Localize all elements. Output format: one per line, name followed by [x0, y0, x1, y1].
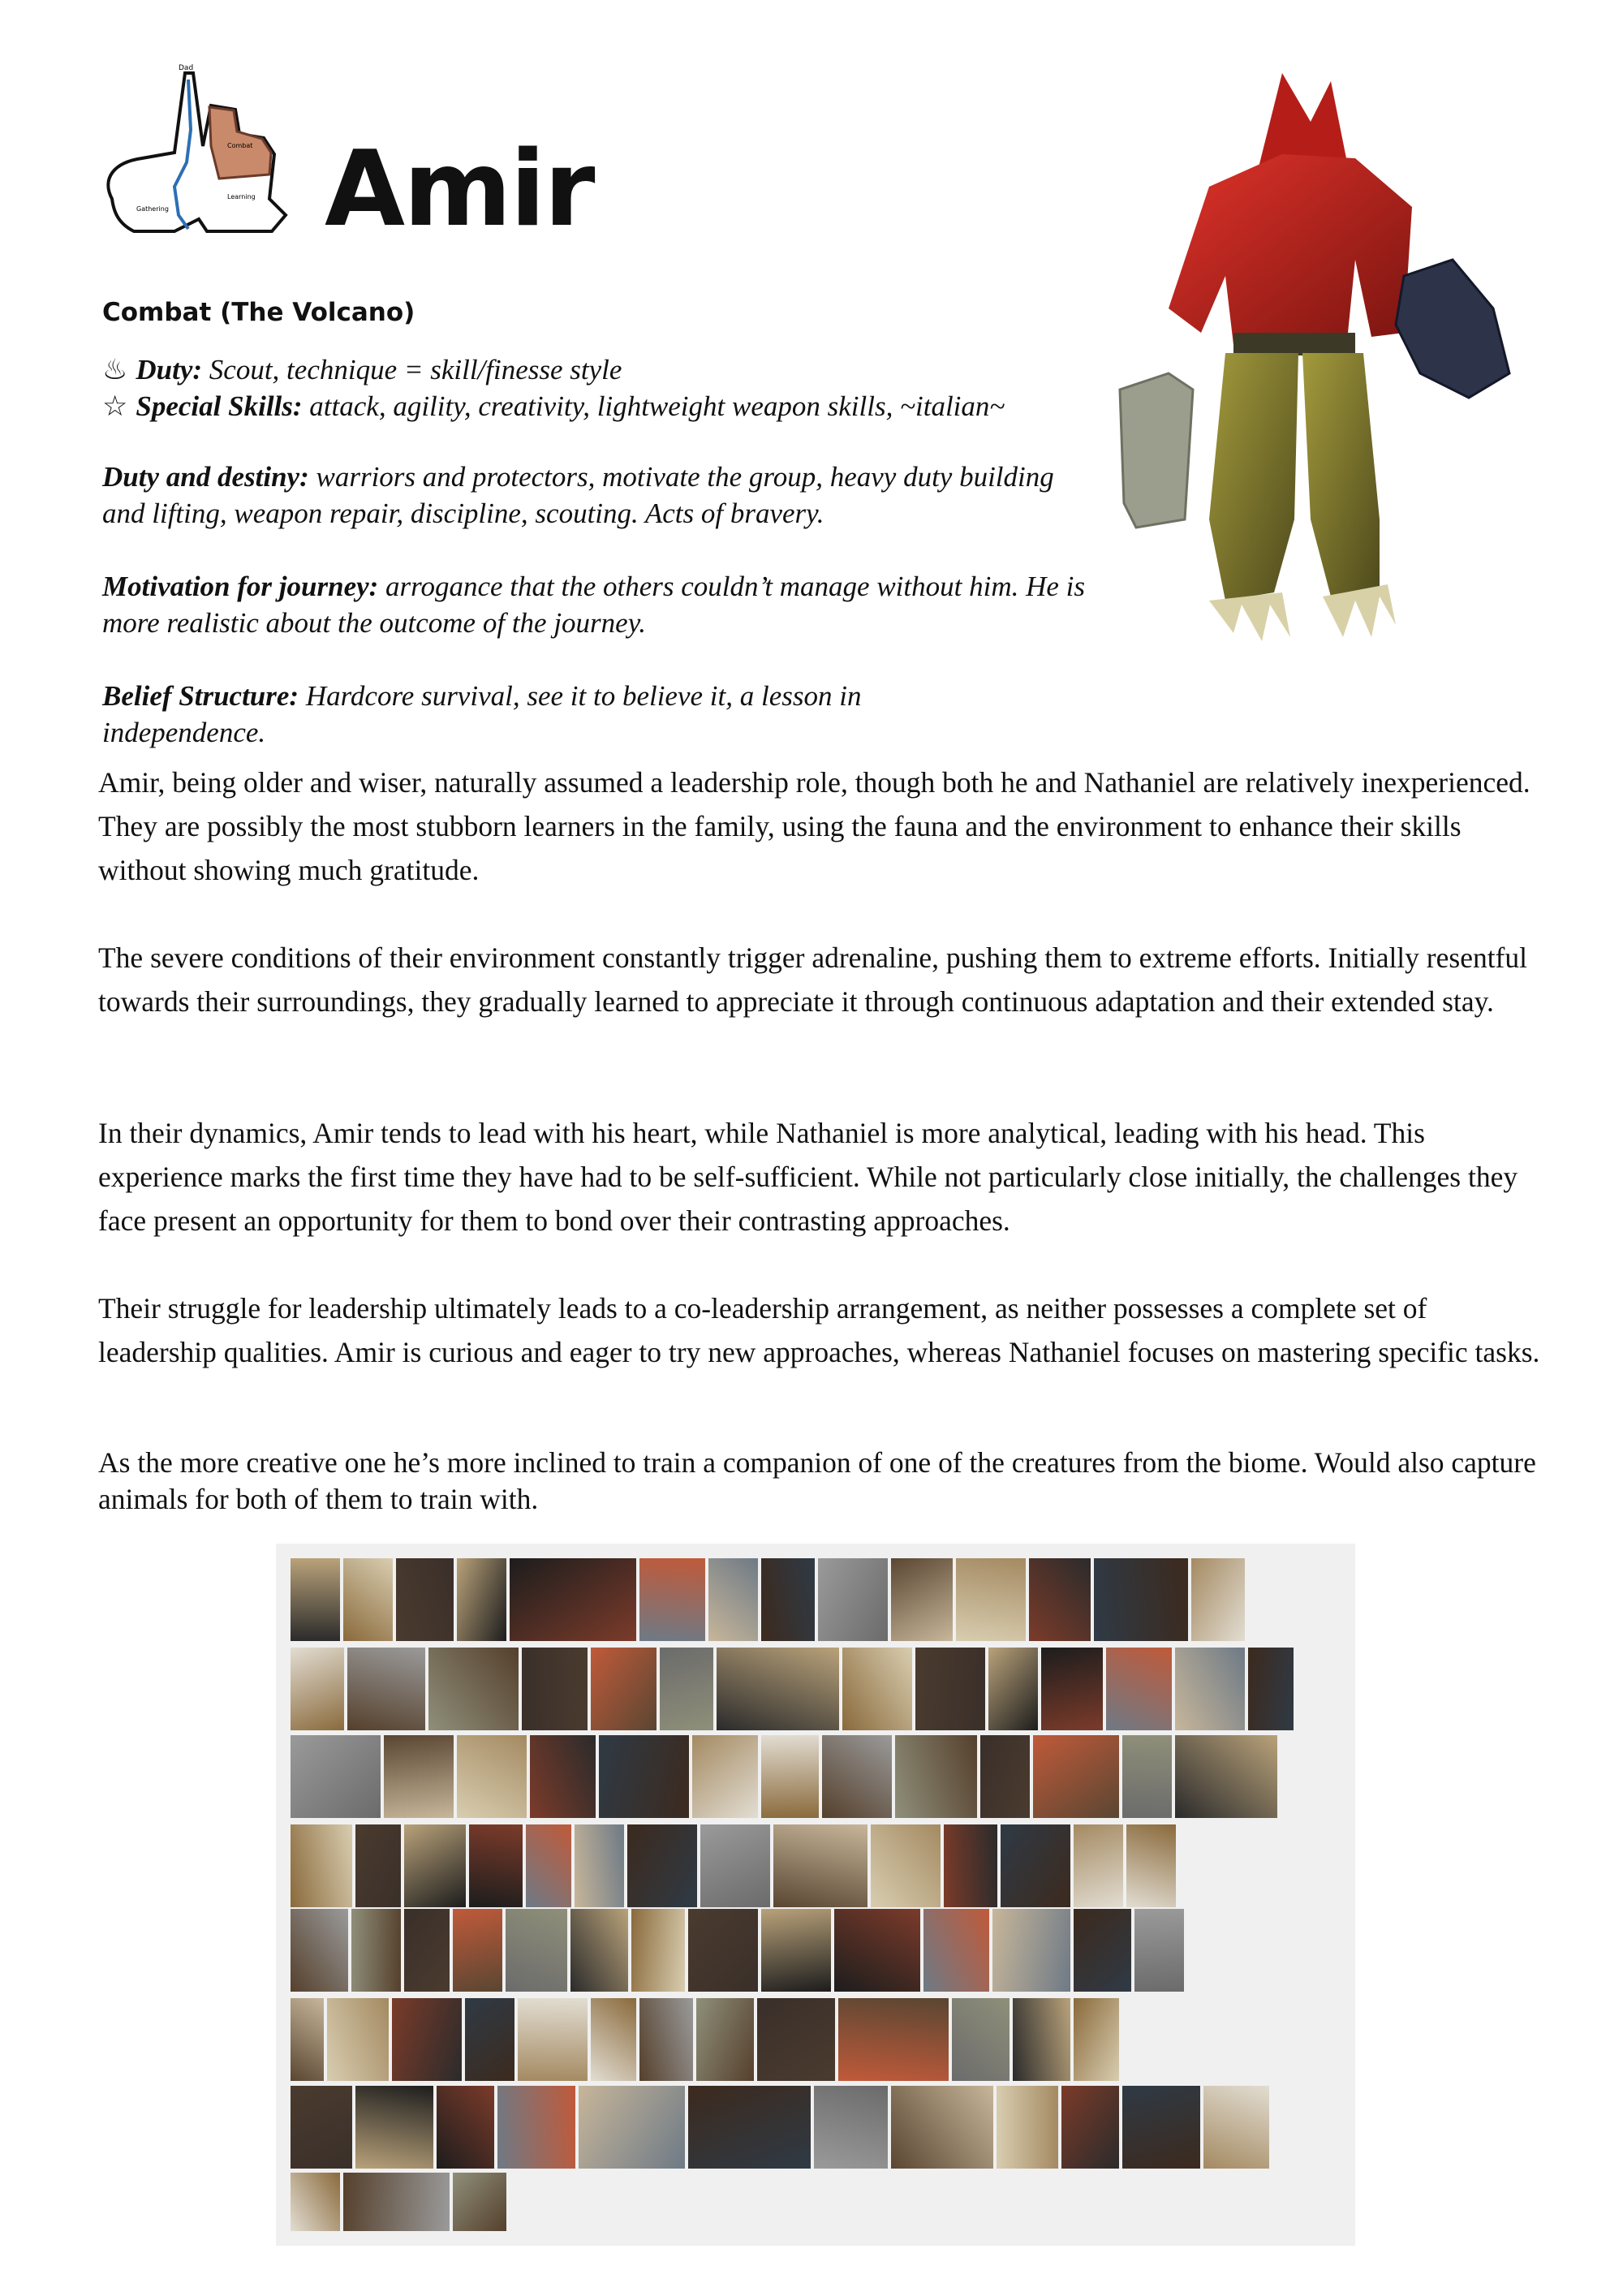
reference-image-tile: [522, 1648, 588, 1730]
reference-image-tile: [291, 2086, 352, 2169]
duty-line: [102, 351, 1109, 388]
reference-image-tile: [822, 1735, 892, 1818]
reference-image-tile: [915, 1648, 985, 1730]
figure-shield: [1396, 260, 1509, 398]
body-paragraph: Amir, being older and wiser, naturally assumed a leadership role, though both he and Nathaniel are relatively inexperienced. They are possibly the most stubborn learners in the family, using the fauna and the environment to enhance their skills without showing much gratitude.: [98, 766, 1530, 886]
reference-image-tile: [992, 1909, 1070, 1992]
reference-image-tile: [639, 1998, 693, 2081]
figure-leg-left: [1209, 353, 1298, 601]
reference-image-tile: [1126, 1824, 1176, 1907]
motivation-value: arrogance that the others couldn’t manage without him. He is more realistic about the outcome of the journey.: [102, 571, 1086, 639]
special-skills-line: [102, 388, 1109, 424]
page-title: Amir: [325, 129, 594, 250]
reference-image-tile: [1122, 1735, 1172, 1818]
reference-image-tile: [923, 1909, 989, 1992]
reference-image-tile: [988, 1648, 1038, 1730]
reference-image-tile: [1074, 1998, 1119, 2081]
special-skills-label: Special Skills:: [136, 390, 303, 422]
reference-image-tile: [453, 2173, 506, 2231]
map-label-dad: Dad: [179, 64, 194, 72]
reference-image-tile: [773, 1824, 867, 1907]
figure-belt: [1233, 333, 1355, 355]
reference-image-tile: [497, 2086, 575, 2169]
reference-image-tile: [291, 1909, 348, 1992]
body-paragraph: The severe conditions of their environment constantly trigger adrenaline, pushing them to extreme efforts. Initially resentful towards their surroundings, they gradually learned to appreciate it through continuous adaptation and their extended stay.: [98, 941, 1527, 1018]
reference-image-tile: [1074, 1909, 1131, 1992]
map-label-gathering: Gathering: [136, 205, 169, 213]
reference-image-tile: [351, 1909, 401, 1992]
reference-image-tile: [343, 2173, 450, 2231]
reference-image-tile: [291, 1824, 352, 1907]
map-label-combat: Combat: [227, 142, 253, 149]
reference-image-tile: [396, 1558, 454, 1641]
reference-image-tile: [871, 1824, 941, 1907]
reference-image-tile: [1134, 1909, 1184, 1992]
duty-value: Scout, technique = skill/finesse style: [209, 354, 622, 386]
figure-stone-block: [1120, 373, 1193, 528]
reference-image-tile: [599, 1735, 689, 1818]
reference-image-tile: [355, 2086, 433, 2169]
reference-image-tile: [761, 1558, 815, 1641]
reference-image-tile: [404, 1909, 450, 1992]
reference-image-tile: [453, 1909, 502, 1992]
reference-image-tile: [579, 2086, 685, 2169]
reference-image-tile: [1013, 1998, 1070, 2081]
reference-image-tile: [530, 1735, 596, 1818]
reference-image-tile: [437, 2086, 494, 2169]
reference-image-tile: [956, 1558, 1026, 1641]
reference-image-tile: [688, 1909, 758, 1992]
body-paragraph: As the more creative one he’s more inclined to train a companion of one of the creatures from the biome. Would also capture animals for both of them to train with.: [98, 1446, 1536, 1515]
reference-image-tile: [343, 1558, 393, 1641]
duty-label: Duty:: [136, 354, 203, 386]
reference-image-tile: [291, 1735, 381, 1818]
figure-leg-right: [1302, 353, 1380, 597]
reference-image-tile: [692, 1735, 758, 1818]
special-skills-value: attack, agility, creativity, lightweight weapon skills, ~italian~: [309, 390, 1005, 422]
reference-image-tile: [944, 1824, 997, 1907]
figure-torso: [1169, 154, 1412, 345]
reference-image-tile: [639, 1558, 705, 1641]
reference-image-tile: [717, 1648, 839, 1730]
reference-image-tile: [1248, 1648, 1294, 1730]
motivation-block: [102, 568, 1125, 641]
reference-image-tile: [891, 2086, 993, 2169]
reference-image-tile: [761, 1735, 819, 1818]
reference-image-tile: [1029, 1558, 1091, 1641]
reference-image-tile: [696, 1998, 754, 2081]
reference-image-tile: [506, 1909, 567, 1992]
reference-image-tile: [291, 1998, 324, 2081]
reference-image-tile: [575, 1824, 624, 1907]
reference-image-tile: [834, 1909, 920, 1992]
body-paragraph: In their dynamics, Amir tends to lead with his heart, while Nathaniel is more analytical, leading with his head. This experience marks the first time they have had to be self-sufficient. While not particularly close initially, the challenges they face present an opportunity for them to bond over their contrasting approaches.: [98, 1117, 1518, 1237]
reference-image-tile: [980, 1735, 1030, 1818]
reference-image-tile: [1094, 1558, 1188, 1641]
reference-image-tile: [392, 1998, 462, 2081]
reference-image-tile: [891, 1558, 953, 1641]
character-figure: [1112, 65, 1550, 682]
reference-moodboard: [276, 1544, 1355, 2246]
reference-image-tile: [428, 1648, 519, 1730]
reference-image-tile: [700, 1824, 770, 1907]
reference-image-tile: [1041, 1648, 1103, 1730]
reference-image-tile: [952, 1998, 1010, 2081]
reference-image-tile: [1122, 2086, 1200, 2169]
reference-image-tile: [518, 1998, 588, 2081]
map-label-learning: Learning: [227, 193, 256, 200]
reference-image-tile: [510, 1558, 636, 1641]
belief-label: Belief Structure:: [102, 680, 299, 712]
reference-image-tile: [838, 1998, 949, 2081]
reference-image-tile: [895, 1735, 977, 1818]
reference-image-tile: [355, 1824, 401, 1907]
duty-destiny-label: Duty and destiny:: [102, 461, 309, 493]
reference-image-tile: [1033, 1735, 1119, 1818]
reference-image-tile: [591, 1648, 657, 1730]
reference-image-tile: [291, 1558, 340, 1641]
reference-image-tile: [1061, 2086, 1119, 2169]
reference-image-tile: [465, 1998, 514, 2081]
reference-image-tile: [1175, 1735, 1277, 1818]
reference-image-tile: [1074, 1824, 1123, 1907]
reference-image-tile: [291, 2173, 340, 2231]
reference-image-tile: [660, 1648, 713, 1730]
reference-image-tile: [1191, 1558, 1245, 1641]
reference-image-tile: [291, 1648, 344, 1730]
reference-image-tile: [457, 1558, 506, 1641]
duty-destiny-value: warriors and protectors, motivate the group, heavy duty building and lifting, weapon repair, discipline, scouting. Acts of bravery.: [102, 461, 1054, 529]
hot-springs-icon: ♨: [102, 354, 128, 386]
reference-image-tile: [761, 1909, 831, 1992]
reference-image-tile: [814, 2086, 888, 2169]
biome-map-logo: [97, 57, 300, 252]
reference-image-tile: [708, 1558, 758, 1641]
star-icon: ☆: [102, 390, 128, 422]
reference-image-tile: [469, 1824, 523, 1907]
reference-image-tile: [457, 1735, 527, 1818]
reference-image-tile: [404, 1824, 466, 1907]
belief-value: Hardcore survival, see it to believe it, a lesson in independence.: [102, 680, 862, 748]
reference-image-tile: [631, 1909, 685, 1992]
reference-image-tile: [818, 1558, 888, 1641]
reference-image-tile: [570, 1909, 628, 1992]
reference-image-tile: [591, 1998, 636, 2081]
reference-image-tile: [384, 1735, 454, 1818]
reference-image-tile: [1203, 2086, 1269, 2169]
reference-image-tile: [842, 1648, 912, 1730]
reference-image-tile: [757, 1998, 835, 2081]
motivation-label: Motivation for journey:: [102, 571, 379, 602]
body-paragraph: Their struggle for leadership ultimately leads to a co-leadership arrangement, as neither possesses a complete set of leadership qualities. Amir is curious and eager to try new approaches, whereas Nathaniel focuses on mastering specific tasks.: [98, 1292, 1540, 1368]
reference-image-tile: [627, 1824, 697, 1907]
reference-image-tile: [1175, 1648, 1245, 1730]
reference-image-tile: [1001, 1824, 1070, 1907]
reference-image-tile: [997, 2086, 1058, 2169]
reference-image-tile: [526, 1824, 571, 1907]
figure-claws-left: [1209, 592, 1290, 641]
section-heading: Combat (The Volcano): [102, 298, 415, 327]
duty-destiny-block: [102, 459, 1060, 532]
reference-image-tile: [688, 2086, 811, 2169]
reference-image-tile: [1106, 1648, 1172, 1730]
reference-image-tile: [327, 1998, 389, 2081]
belief-block: [102, 678, 979, 751]
reference-image-tile: [347, 1648, 425, 1730]
